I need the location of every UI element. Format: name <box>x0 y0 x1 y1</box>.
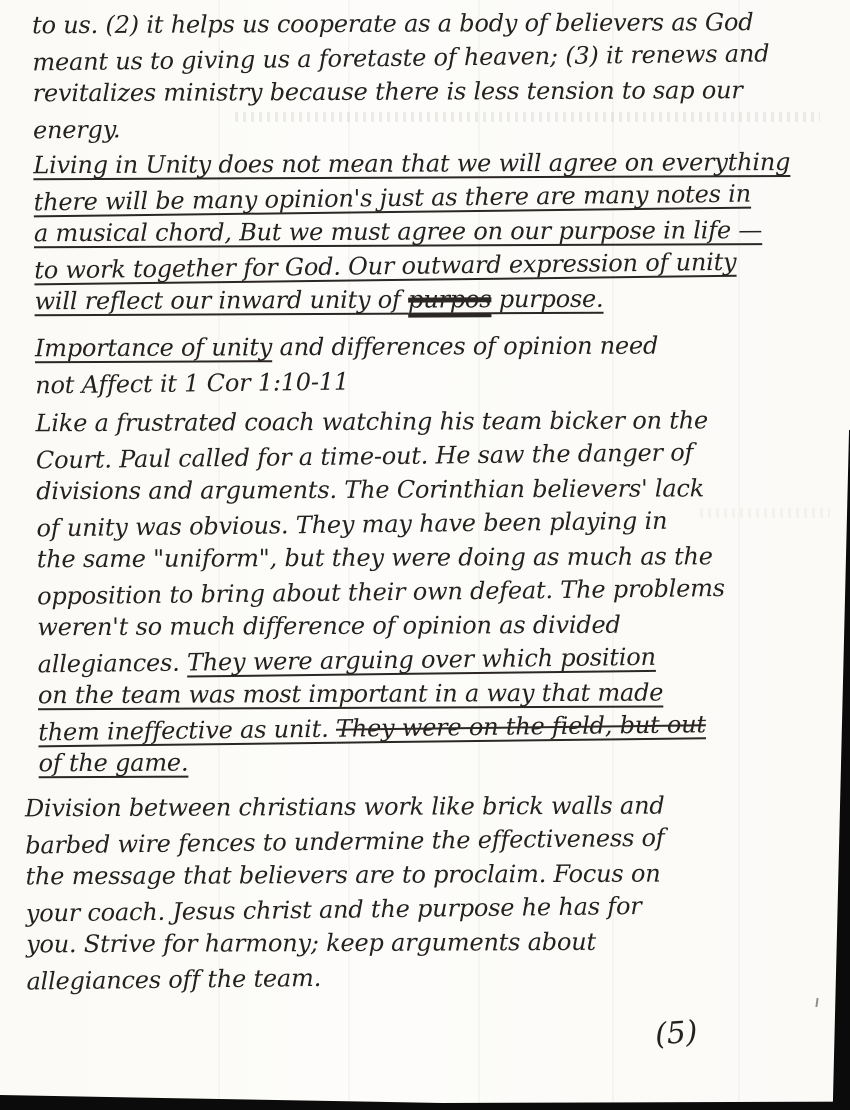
text-segment: Division between christians work like brick walls and <box>24 791 665 823</box>
text-segment: Like a frustrated coach watching his team bicker on the <box>35 406 709 438</box>
paragraph-coach-illustration <box>35 401 838 782</box>
text-segment: They were arguing over which position <box>186 642 656 677</box>
text-segment: energy. <box>32 115 121 145</box>
text-segment: weren't so much difference of opinion as divided <box>37 610 621 642</box>
text-segment: to work together for God. Our outward expression of unity <box>34 247 737 285</box>
text-segment: of unity was obvious. They may have been playing in <box>36 506 668 543</box>
text-segment: Living in Unity does not mean that we will agree on everything <box>33 147 791 180</box>
text-segment: a musical chord, But we must agree on our purpose in life — <box>33 216 763 248</box>
text-segment: them ineffective as unit. <box>38 714 337 747</box>
text-segment: divisions and arguments. The Corinthian believers' lack <box>36 474 705 506</box>
scribbled-out-word: purpos <box>408 285 492 314</box>
text-segment: you. Strive for harmony; keep arguments about <box>26 927 596 959</box>
text-segment: the same "uniform", but they were doing as much as the <box>36 542 713 574</box>
handwritten-line <box>39 743 839 780</box>
text-segment: They were on the field, but out <box>335 710 707 743</box>
text-segment: your coach. Jesus christ and the purpose he has for <box>25 891 642 928</box>
handwriting-area <box>24 3 841 997</box>
paragraph-living-in-unity <box>33 143 834 320</box>
page-number: (5) <box>653 1014 699 1053</box>
text-segment: allegiances. <box>37 648 188 679</box>
handwritten-line <box>34 281 834 318</box>
text-segment: there will be many opinion's just as there are many notes in <box>33 179 752 217</box>
text-segment: revitalizes ministry because there is less tension to sap our <box>32 76 743 108</box>
text-segment: meant us to giving us a foretaste of heaven; (3) it renews and <box>32 39 770 77</box>
handwritten-line <box>33 104 833 148</box>
text-segment: barbed wire fences to undermine the effectiveness of <box>25 823 665 860</box>
text-segment: the message that believers are to proclaim. Focus on <box>25 859 661 891</box>
paragraph-importance-heading <box>35 326 836 401</box>
handwritten-line <box>35 359 835 403</box>
text-segment: Importance of unity <box>34 333 273 363</box>
text-segment: purpose. <box>491 284 604 314</box>
text-segment: allegiances off the team. <box>26 963 322 996</box>
paragraph-intro <box>32 3 833 146</box>
text-segment: Court. Paul called for a time-out. He saw the danger of <box>35 438 694 475</box>
text-segment: of the game. <box>38 748 189 778</box>
text-segment: to us. (2) it helps us cooperate as a body of believers as God <box>32 8 754 40</box>
text-segment: will reflect our inward unity of <box>34 285 409 316</box>
text-segment: not Affect it 1 Cor 1:10-11 <box>35 367 350 400</box>
text-segment: on the team was most important in a way that made <box>37 678 664 710</box>
paragraph-division <box>25 786 841 997</box>
text-segment: and differences of opinion need <box>272 331 659 362</box>
text-segment: opposition to bring about their own defeat. The problems <box>36 573 725 611</box>
